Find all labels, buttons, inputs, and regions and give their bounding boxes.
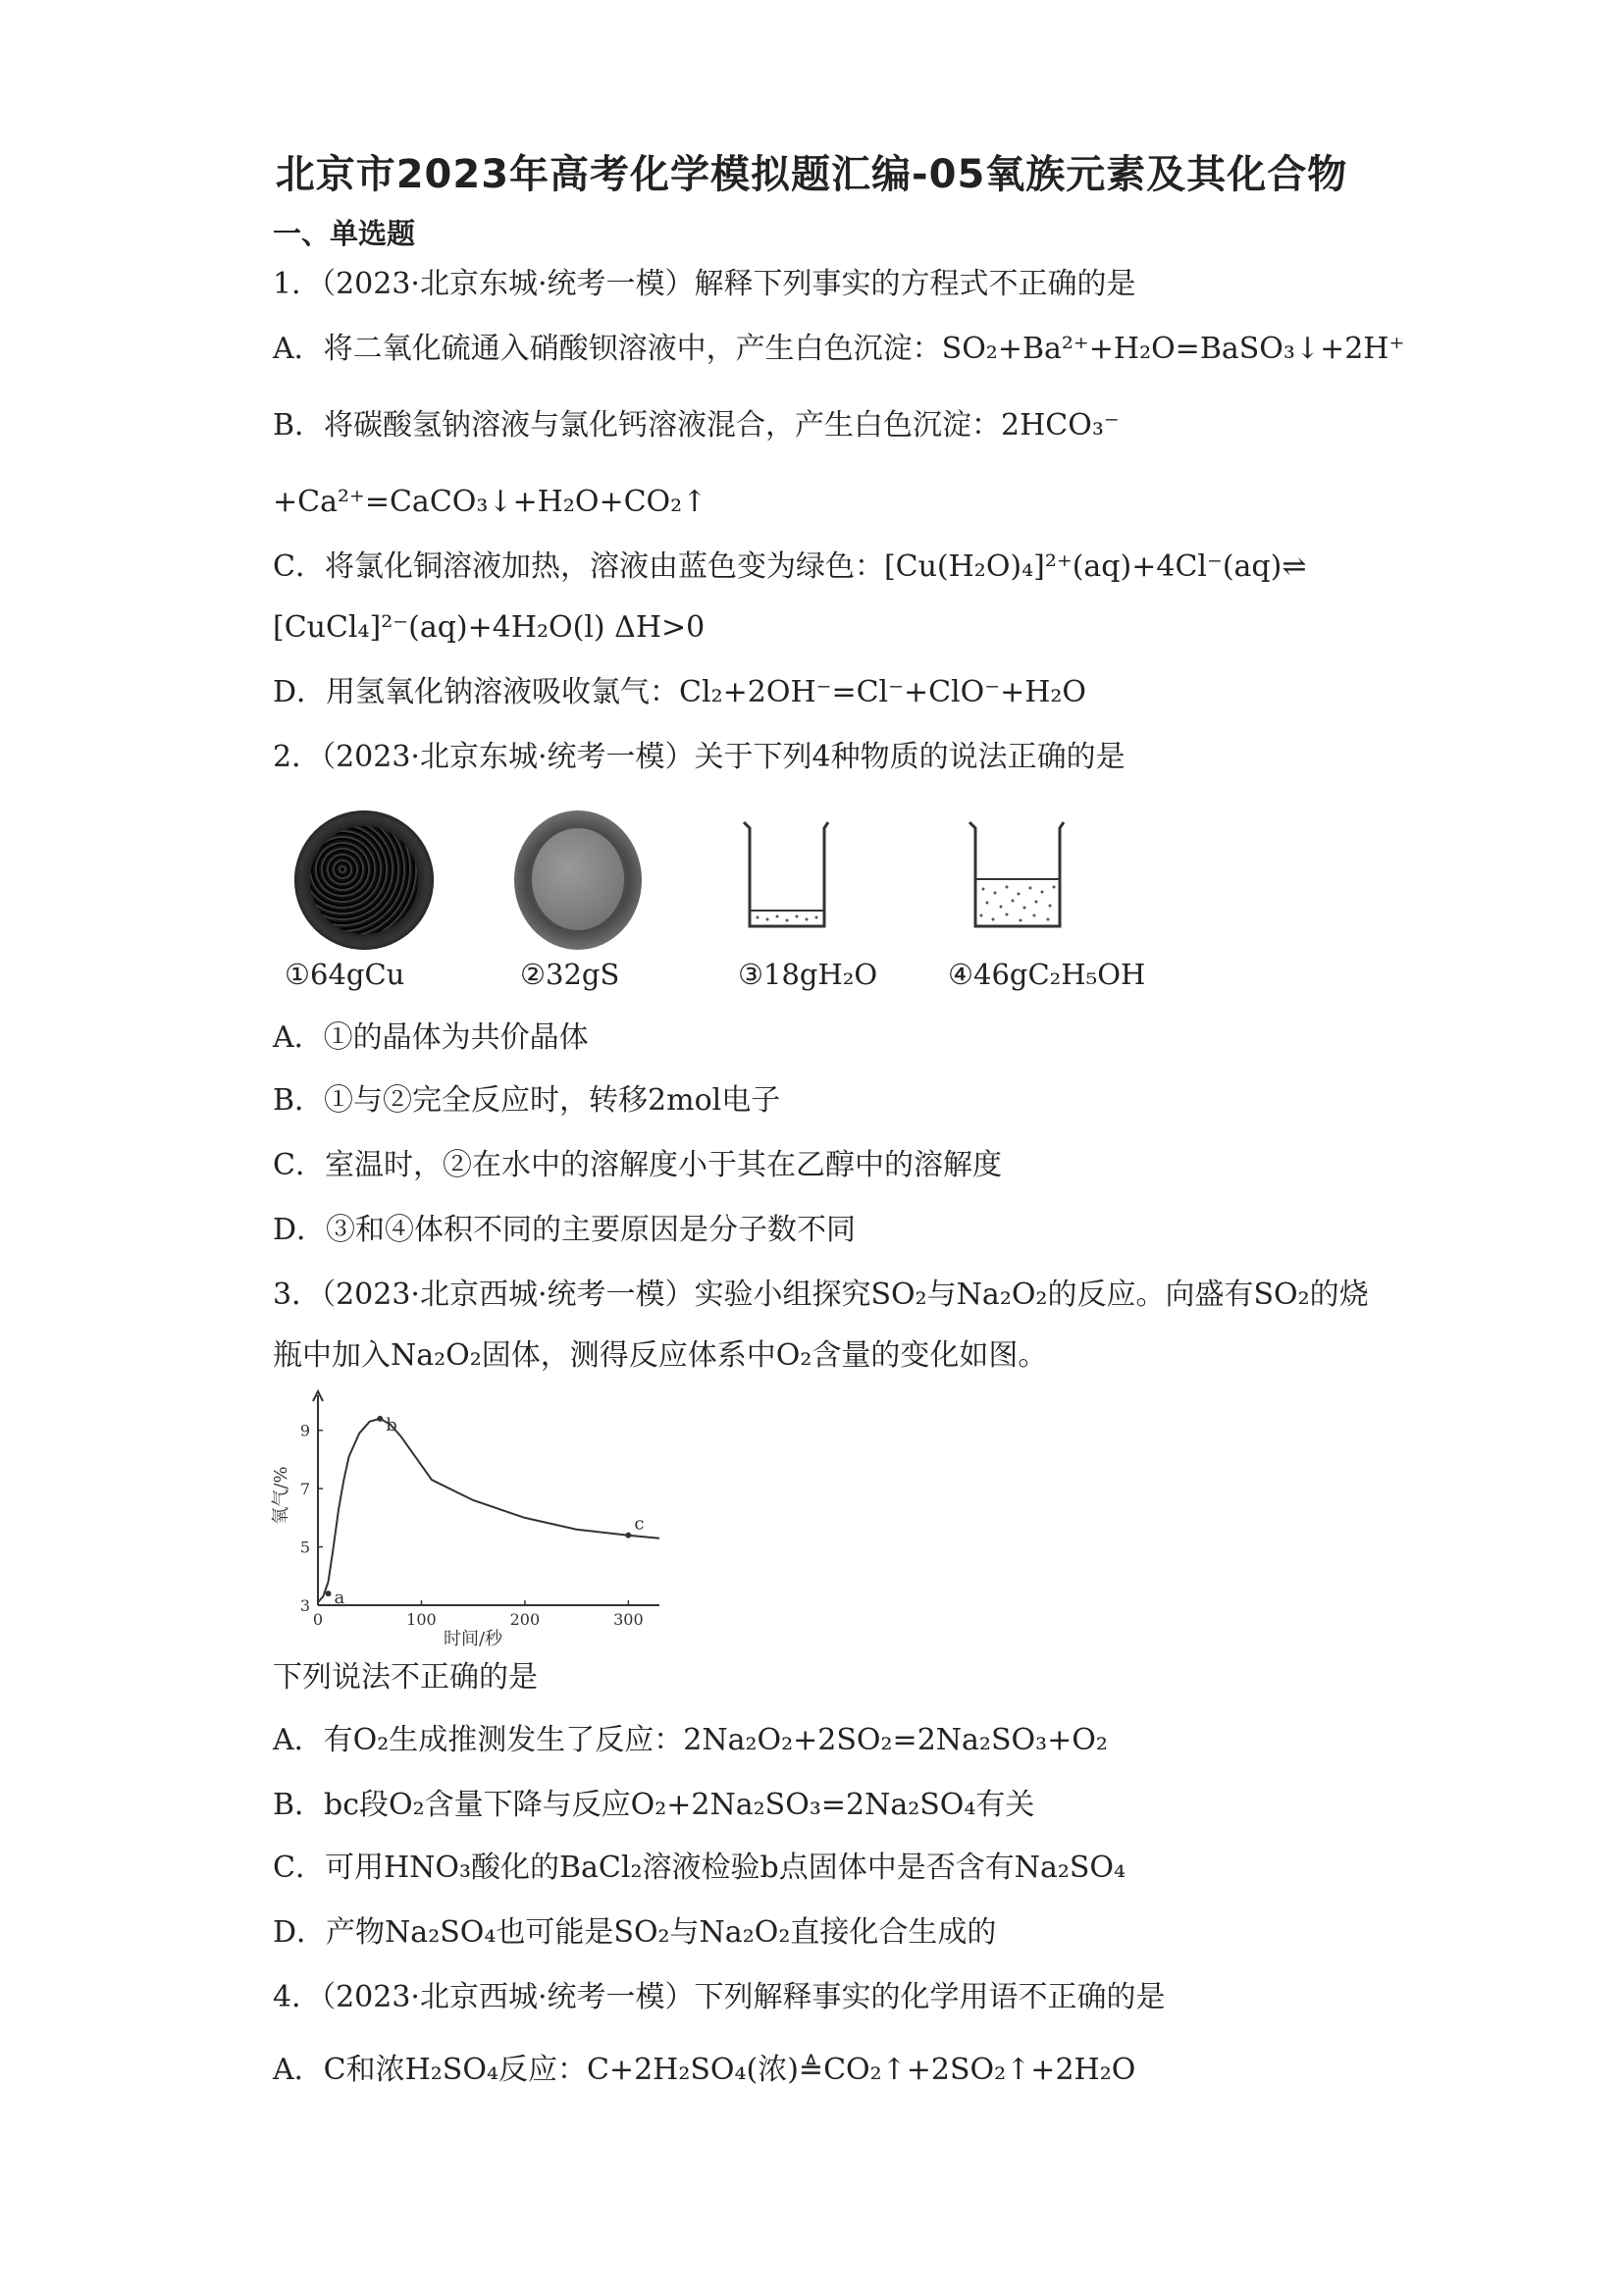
oxygen-chart — [267, 1387, 679, 1652]
point-b — [377, 1416, 383, 1422]
y-tick-label: 9 — [299, 1421, 310, 1440]
sulfur-dish-image — [514, 810, 642, 950]
caption-ethanol: ④46gC₂H₅OH — [948, 958, 1146, 991]
series-line-o2 — [318, 1419, 659, 1602]
caption-h2o: ③18gH₂O — [738, 958, 878, 991]
q2-stem: 2．（2023·北京东城·统考一模）关于下列4种物质的说法正确的是 — [273, 740, 1126, 774]
q1-option-a: A．将二氧化硫通入硝酸钡溶液中，产生白色沉淀：SO₂+Ba²⁺+H₂O=BaSO₃↓+2H⁺ — [273, 332, 1405, 366]
q3-prompt: 下列说法不正确的是 — [273, 1660, 538, 1695]
copper-dish-image — [294, 810, 434, 950]
q3-option-c: C．可用HNO₃酸化的BaCl₂溶液检验b点固体中是否含有Na₂SO₄ — [273, 1851, 1126, 1885]
x-tick-label: 300 — [613, 1610, 644, 1629]
q3-stem-cont: 瓶中加入Na₂O₂固体，测得反应体系中O₂含量的变化如图。 — [273, 1338, 1048, 1373]
q1-option-b-cont: +Ca²⁺=CaCO₃↓+H₂O+CO₂↑ — [273, 485, 707, 519]
y-tick-label: 5 — [299, 1538, 310, 1557]
y-tick-label: 3 — [299, 1596, 310, 1615]
q2-option-b: B．①与②完全反应时，转移2mol电子 — [273, 1083, 781, 1118]
point-label-b: b — [386, 1414, 397, 1435]
q3-option-a: A．有O₂生成推测发生了反应：2Na₂O₂+2SO₂=2Na₂SO₃+O₂ — [273, 1723, 1108, 1757]
q3-stem: 3．（2023·北京西城·统考一模）实验小组探究SO₂与Na₂O₂的反应。向盛有SO₂的烧 — [273, 1278, 1369, 1312]
q2-option-a: A．①的晶体为共价晶体 — [273, 1020, 589, 1055]
x-tick-label: 100 — [406, 1610, 437, 1629]
y-tick-label: 7 — [299, 1480, 310, 1499]
x-tick-label: 0 — [312, 1610, 324, 1629]
q1-option-d: D．用氢氧化钠溶液吸收氯气：Cl₂+2OH⁻=Cl⁻+ClO⁻+H₂O — [273, 675, 1086, 709]
caption-cu: ①64gCu — [285, 958, 405, 991]
q4-option-a: A．C和浓H₂SO₄反应：C+2H₂SO₄(浓)≜CO₂↑+2SO₂↑+2H₂O — [273, 2053, 1136, 2087]
q1-stem: 1．（2023·北京东城·统考一模）解释下列事实的方程式不正确的是 — [273, 267, 1136, 301]
x-tick-label: 200 — [509, 1610, 541, 1629]
q1-option-c: C．将氯化铜溶液加热，溶液由蓝色变为绿色：[Cu(H₂O)₄]²⁺(aq)+4Cl⁻(aq)⇌ — [273, 549, 1307, 584]
caption-s: ②32gS — [520, 958, 620, 991]
q3-option-d: D．产物Na₂SO₄也可能是SO₂与Na₂O₂直接化合生成的 — [273, 1915, 997, 1950]
point-a — [326, 1591, 332, 1596]
page-title: 北京市2023年高考化学模拟题汇编-05氧族元素及其化合物 — [275, 152, 1348, 197]
q2-option-d: D．③和④体积不同的主要原因是分子数不同 — [273, 1213, 857, 1247]
q1-option-c-cont: [CuCl₄]²⁻(aq)+4H₂O(l) ΔH>0 — [273, 610, 706, 645]
chart-ylabel: 氧气/% — [271, 1466, 291, 1525]
q4-stem: 4．（2023·北京西城·统考一模）下列解释事实的化学用语不正确的是 — [273, 1980, 1166, 2014]
ethanol-beaker-image — [966, 820, 1066, 930]
q2-option-c: C．室温时，②在水中的溶解度小于其在乙醇中的溶解度 — [273, 1148, 1002, 1182]
point-label-a: a — [334, 1588, 345, 1609]
point-c — [625, 1533, 631, 1539]
q3-option-b: B．bc段O₂含量下降与反应O₂+2Na₂SO₃=2Na₂SO₄有关 — [273, 1788, 1035, 1822]
section-heading: 一、单选题 — [273, 217, 416, 250]
point-label-c: c — [634, 1513, 645, 1535]
chart-xlabel: 时间/秒 — [443, 1629, 503, 1649]
q1-option-b: B．将碳酸氢钠溶液与氯化钙溶液混合，产生白色沉淀：2HCO₃⁻ — [273, 408, 1120, 443]
water-beaker-image — [740, 820, 830, 930]
